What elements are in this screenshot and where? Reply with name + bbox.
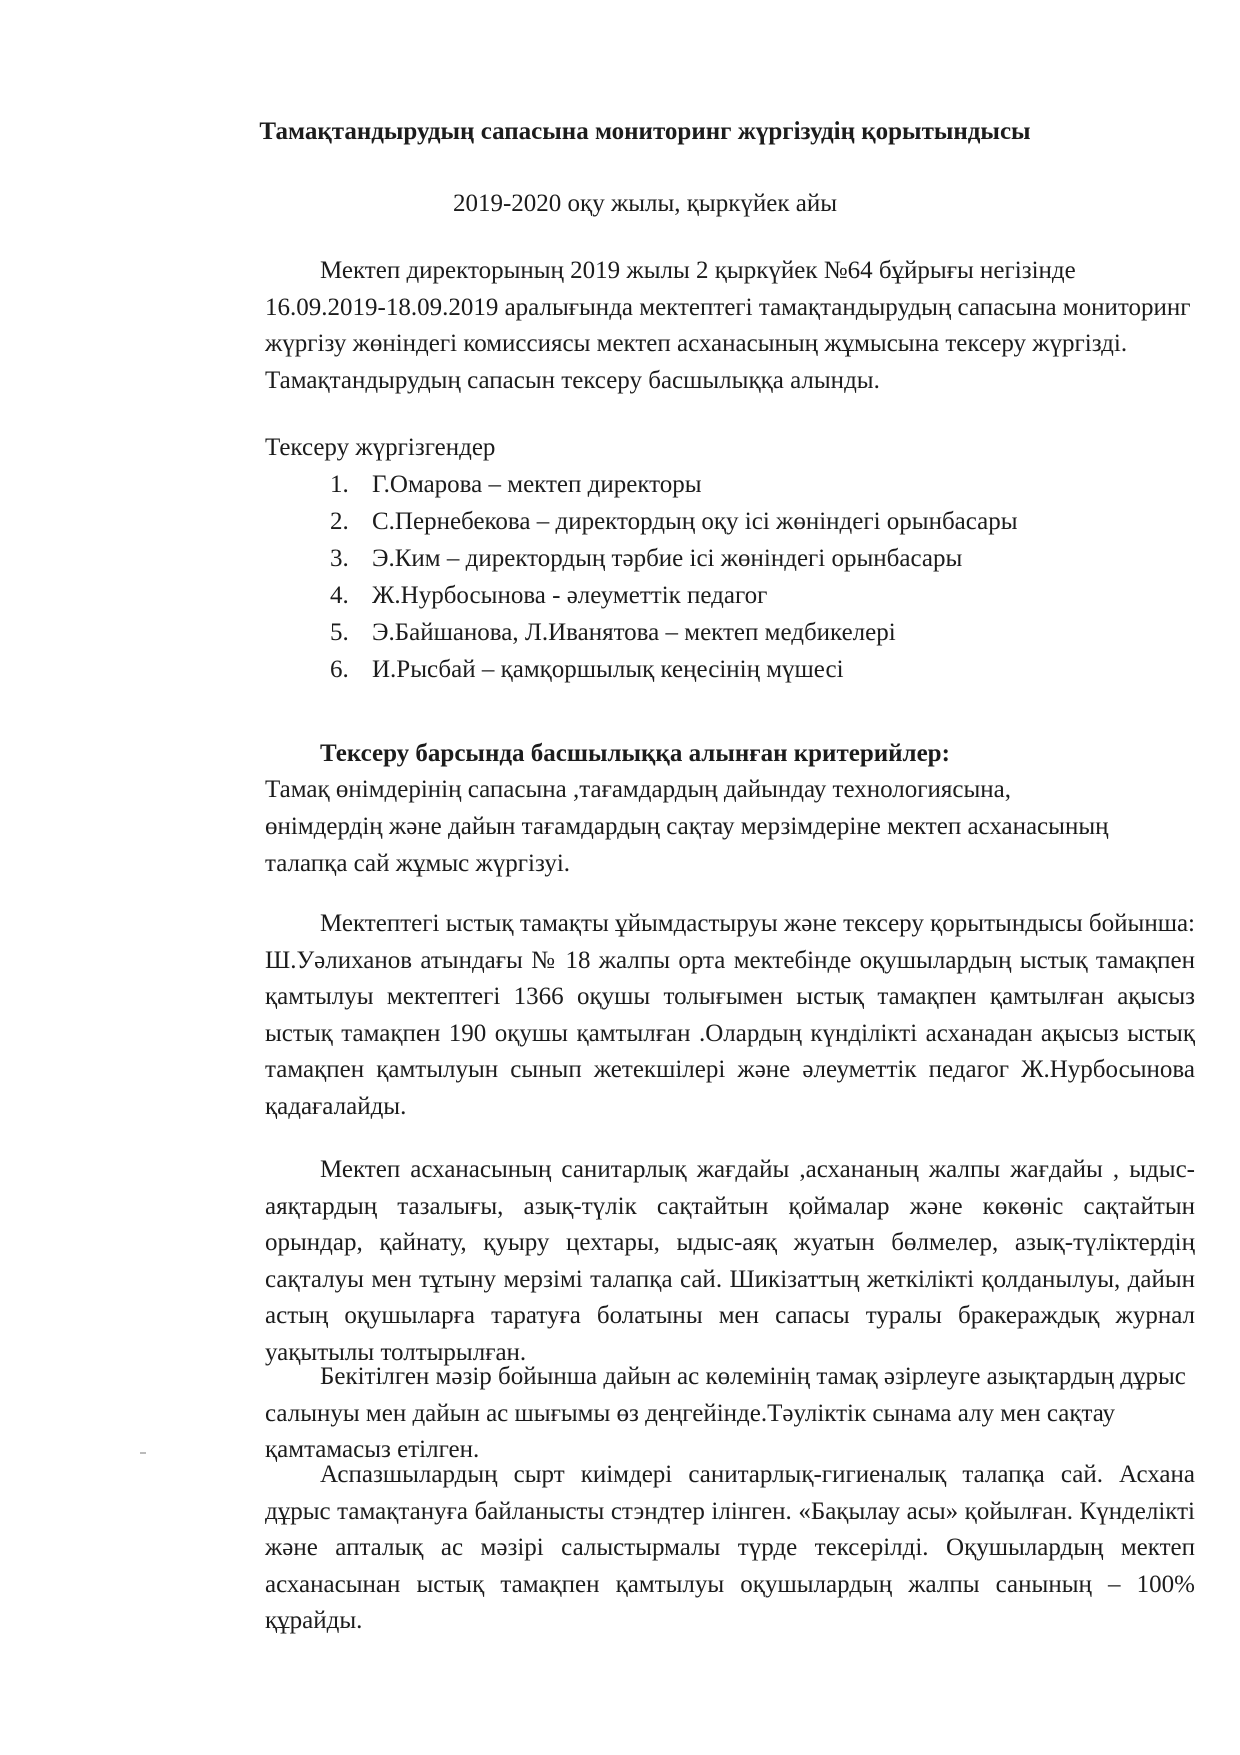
list-item [330, 503, 1018, 540]
list-item-number: 1. [330, 471, 349, 498]
criteria-heading: Тексеру барсында басшылыққа алынған критерийлер: [320, 740, 950, 767]
list-item [330, 540, 1018, 577]
document-title: Тамақтандырудың сапасына мониторинг жүргізудің қорытындысы [259, 118, 1031, 145]
inspectors-list [330, 466, 1018, 688]
list-item-number: 5. [330, 619, 349, 646]
list-item-text: Э.Байшанова, Л.Иванятова – мектеп медбикелері [372, 619, 896, 646]
list-item-number: 3. [330, 545, 349, 572]
list-item-text: Г.Омарова – мектеп директоры [372, 471, 702, 498]
list-item-text: Э.Ким – директордың тәрбие ісі жөніндегі орынбасары [372, 545, 963, 572]
list-item-text: И.Рысбай – қамқоршылық кеңесінің мүшесі [372, 656, 844, 683]
sanitary-paragraph: Мектеп асханасының санитарлық жағдайы ,асхананың жалпы жағдайы , ыдыс-аяқтардың тазалығы, азық-түлік сақтайтын қоймалар және көкөніс сақтайтын орындар, қайнату, қуыру цехтары, ыдыс-аяқ жуатын бөлмелер, азық-түліктердің сақталуы мен тұтыну мерзімі талапқа сай. Шикізаттың жеткілікті қолданылуы, дайын астың оқушыларға таратуға болатыны мен сапасы туралы бракераждық журнал уақытылы толтырылған. [265, 1156, 1195, 1366]
list-item-number: 6. [330, 656, 349, 683]
criteria-text: Тамақ өнімдерінің сапасына ,тағамдардың дайындау технологиясына, өнімдердің және дайын тағамдардың сақтау мерзімдеріне мектеп асханасының талапқа сай жұмыс жүргізуі. [265, 776, 1109, 877]
inspectors-heading: Тексеру жүргізгендер [265, 434, 496, 461]
scan-artifact [140, 1452, 146, 1454]
list-item-text: С.Пернебекова – директордың оқу ісі жөніндегі орынбасары [372, 508, 1018, 535]
list-item-number: 2. [330, 508, 349, 535]
list-item [330, 651, 1018, 688]
cooks-paragraph: Аспазшылардың сырт киімдері санитарлық-гигиеналық талапқа сай. Асхана дұрыс тамақтануға байланысты стэндтер ілінген. «Бақылау асы» қойылған. Күнделікті және апталық ас мәзірі салыстырмалы түрде тексерілді. Оқушылардың мектеп асханасынан ыстық тамақпен қамтылуы оқушылардың жалпы санының – 100% құрайды. [265, 1461, 1195, 1634]
list-item [330, 577, 1018, 614]
list-item [330, 614, 1018, 651]
list-item [330, 466, 1018, 503]
list-item-number: 4. [330, 582, 349, 609]
intro-paragraph: Мектеп директорының 2019 жылы 2 қыркүйек №64 бұйрығы негізінде 16.09.2019-18.09.2019 аралығында мектептегі тамақтандырудың сапасына мониторинг жүргізу жөніндегі комиссиясы мектеп асханасының жұмысына тексеру жүргізді. Тамақтандырудың сапасын тексеру басшылыққа алынды. [265, 257, 1191, 394]
hot-meals-paragraph: Мектептегі ыстық тамақты ұйымдастыруы және тексеру қорытындысы бойынша: Ш.Уәлиханов атындағы № 18 жалпы орта мектебінде оқушылардың ыстық тамақпен қамтылуы мектептегі 1366 оқушы толығымен ыстық тамақпен қамтылған ақысыз ыстық тамақпен 190 оқушы қамтылған .Олардың күнділікті асханадан ақысыз ыстық тамақпен қамтылуын сынып жетекшілері және әлеуметтік педагог Ж.Нурбосынова қадағалайды. [265, 910, 1195, 1120]
list-item-text: Ж.Нурбосынова - әлеуметтік педагог [372, 582, 768, 609]
menu-paragraph: Бекітілген мәзір бойынша дайын ас көлемінің тамақ әзірлеуге азықтардың дұрыс салынуы мен дайын ас шығымы өз деңгейінде.Тәуліктік сынама алу мен сақтау қамтамасыз етілген. [265, 1363, 1186, 1463]
document-subtitle: 2019-2020 оқу жылы, қыркүйек айы [452, 190, 838, 217]
